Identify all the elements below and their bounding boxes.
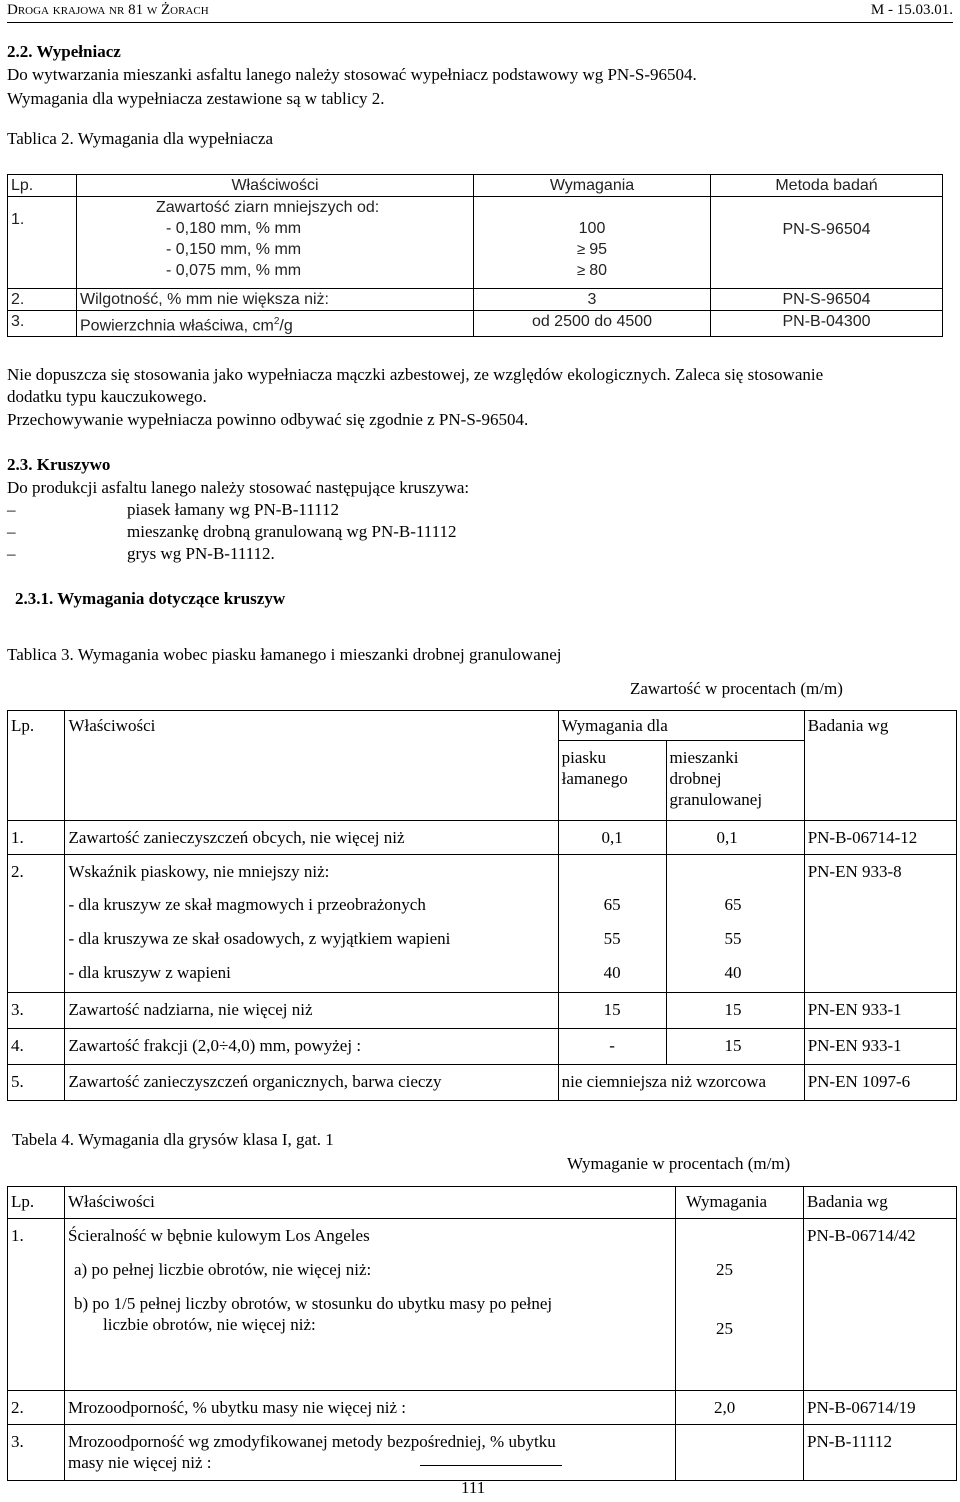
table-row: 4. Zawartość frakcji (2,0÷4,0) mm, powyżej : - 15 PN-EN 933-1 <box>8 1029 957 1065</box>
table-3: Lp. Właściwości Wymagania dla Badania wg piasku łamanego mieszanki drobnej granulowanej 1. Zawartość zanieczyszczeń obcych, nie więcej niż 0,1 0,1 PN-B-06714-12 2. Wskaźnik piaskowy, nie mniejszy niż: - dla kruszyw ze skał magmowych i przeobrażonych - dla kruszywa ze skał osadowych, z wyjątkiem wapieni - dla kruszyw z wapieni 65 55 40 65 55 40 PN-EN 933-8 3. Zawartość nadziarna, nie więcej niż 15 15 PN-EN 933-1 4. Zawartość frakcji (2,0÷4,0) mm, powyżej : - 15 PN-EN 933-1 5. Zawartość zanieczyszczeń organicznych, barwa cieczy nie ciemniejsza niż wzorcowa PN-EN 1097-6 <box>7 710 957 1101</box>
page-header <box>7 0 953 23</box>
table-caption: Tabela 4. Wymagania dla grysów klasa I, gat. 1 <box>12 1130 334 1149</box>
footer-rule <box>420 1465 562 1466</box>
header-right: M - 15.03.01. <box>870 2 953 18</box>
paragraph: Nie dopuszcza się stosowania jako wypełniacza mączki azbestowej, ze względów ekologicznych. Zaleca się stosowanie <box>7 365 824 384</box>
paragraph: dodatku typu kauczukowego. <box>7 387 207 406</box>
th-lp: Lp. <box>8 175 77 197</box>
paragraph: Do wytwarzania mieszanki asfaltu lanego należy stosować wypełniacz podstawowy wg PN-S-96504. <box>7 65 697 84</box>
table-row: 1. Ścieralność w bębnie kulowym Los Angeles a) po pełnej liczbie obrotów, nie więcej niż: b) po 1/5 pełnej liczby obrotów, w stosunku do ubytku masy po pełnej liczbie obrotów, nie więcej niż: 25 25 PN-B-06714/42 <box>8 1219 957 1391</box>
table-caption: Tablica 2. Wymagania dla wypełniacza <box>7 129 274 148</box>
th-req: Wymagania <box>474 175 711 197</box>
section-heading: 2.2. Wypełniacz <box>7 42 121 61</box>
table-2 <box>7 174 943 337</box>
subsection-heading: 2.3.1. Wymagania dotyczące kruszyw <box>15 589 286 608</box>
unit-label: Zawartość w procentach (m/m) <box>630 679 843 698</box>
paragraph: Przechowywanie wypełniacza powinno odbywać się zgodnie z PN-S-96504. <box>7 410 529 429</box>
paragraph: Wymagania dla wypełniacza zestawione są w tablicy 2. <box>7 89 385 108</box>
table-row: 3. Powierzchnia właściwa, $cm^2/g$ od 2500 do 4500 PN-B-04300 <box>8 311 943 337</box>
paragraph: Do produkcji asfaltu lanego należy stosować następujące kruszywa: <box>7 478 470 497</box>
table-row: 1. Zawartość ziarn mniejszych od: - 0,180 mm, % mm - 0,150 mm, % mm - 0,075 mm, % mm 100 ≥ 95 ≥ 80 PN-S-96504 <box>8 197 943 289</box>
th-prop: Właściwości <box>77 175 474 197</box>
list-item: – piasek łamany wg PN-B-11112 <box>7 500 339 519</box>
table-caption: Tablica 3. Wymagania wobec piasku łamanego i mieszanki drobnej granulowanej <box>7 645 562 664</box>
section-heading: 2.3. Kruszywo <box>7 455 111 474</box>
table-row: 3. Mrozoodporność wg zmodyfikowanej metody bezpośredniej, % ubytku masy nie więcej niż : PN-B-11112 <box>8 1425 957 1481</box>
unit-label: Wymaganie w procentach (m/m) <box>567 1154 791 1173</box>
list-item: – grys wg PN-B-11112. <box>7 544 275 563</box>
table-row: 5. Zawartość zanieczyszczeń organicznych, barwa cieczy nie ciemniejsza niż wzorcowa PN-EN 1097-6 <box>8 1065 957 1101</box>
table-row: 1. Zawartość zanieczyszczeń obcych, nie więcej niż 0,1 0,1 PN-B-06714-12 <box>8 821 957 855</box>
header-left: Droga krajowa nr 81 w Żorach <box>7 2 209 18</box>
table-row: 2. Wskaźnik piaskowy, nie mniejszy niż: - dla kruszyw ze skał magmowych i przeobrażonych - dla kruszywa ze skał osadowych, z wyjątkiem wapieni - dla kruszyw z wapieni 65 55 40 65 55 40 PN-EN 933-8 <box>8 855 957 993</box>
page-number: 111 <box>461 1478 486 1497</box>
table-row: 2. Wilgotność, % mm nie większa niż: 3 PN-S-96504 <box>8 289 943 311</box>
th-method: Metoda badań <box>711 175 943 197</box>
list-item: – mieszankę drobną granulowaną wg PN-B-11112 <box>7 522 457 541</box>
table-row: 3. Zawartość nadziarna, nie więcej niż 15 15 PN-EN 933-1 <box>8 993 957 1029</box>
table-row: 2. Mrozoodporność, % ubytku masy nie więcej niż : 2,0 PN-B-06714/19 <box>8 1391 957 1425</box>
table-4: Lp. Właściwości Wymagania Badania wg 1. Ścieralność w bębnie kulowym Los Angeles a) po pełnej liczbie obrotów, nie więcej niż: b) po 1/5 pełnej liczby obrotów, w stosunku do ubytku masy po pełnej liczbie obrotów, nie więcej niż: 25 25 PN-B-06714/42 2. Mrozoodporność, % ubytku masy nie więcej niż : 2,0 PN-B-06714/19 3. Mrozoodporność wg zmodyfikowanej metody bezpośredniej, % ubytku masy nie więcej niż : PN-B-11112 <box>7 1186 957 1481</box>
